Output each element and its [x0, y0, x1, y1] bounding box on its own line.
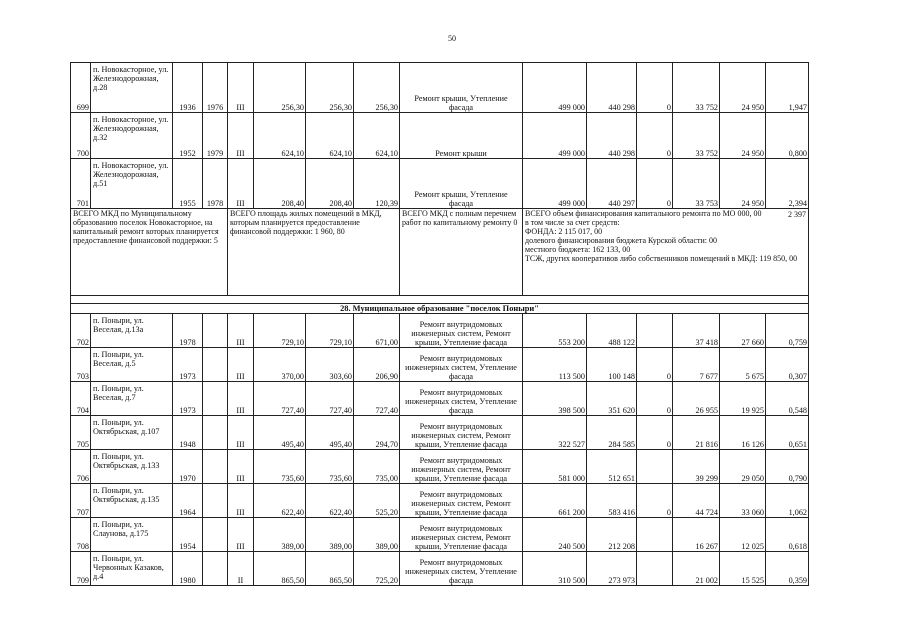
fund-cell: 351 620	[587, 382, 637, 416]
section-title: 28. Муниципальное образование "поселок Поныри"	[71, 304, 809, 314]
class-cell: III	[228, 348, 254, 382]
year-built-cell: 1954	[173, 518, 203, 552]
regional-cell	[637, 518, 673, 552]
owners-cell: 12 025	[720, 518, 766, 552]
year-built-cell: 1970	[173, 450, 203, 484]
table-row	[71, 159, 809, 209]
total-area-cell: 727,40	[254, 382, 306, 416]
fund-cell: 284 585	[587, 416, 637, 450]
work-type-cell: Ремонт внутридомовых инженерных систем, Утепление фасада	[400, 552, 523, 586]
work-type-cell: Ремонт внутридомовых инженерных систем, Ремонт крыши, Утепление фасада	[400, 484, 523, 518]
residential-area-cell: 256,30	[354, 63, 400, 113]
living-area-cell: 727,40	[306, 382, 354, 416]
living-area-cell: 624,10	[306, 113, 354, 159]
owners-cell: 5 675	[720, 348, 766, 382]
class-cell: II	[228, 552, 254, 586]
local-cell: 44 724	[673, 484, 720, 518]
class-cell: III	[228, 484, 254, 518]
residential-area-cell: 725,20	[354, 552, 400, 586]
year-built-cell: 1948	[173, 416, 203, 450]
owners-cell: 24 950	[720, 159, 766, 209]
total-area-cell: 729,10	[254, 314, 306, 348]
year-built-cell: 1964	[173, 484, 203, 518]
local-cell: 39 299	[673, 450, 720, 484]
year-renovated-cell	[203, 518, 228, 552]
address-cell: п. Новокасторное, ул. Железнодорожная, д.28	[91, 63, 173, 113]
row-number: 708	[71, 518, 91, 552]
unit-cost-cell: 0,548	[766, 382, 809, 416]
residential-area-cell: 671,00	[354, 314, 400, 348]
table-row	[71, 450, 809, 484]
row-number: 707	[71, 484, 91, 518]
total-area-cell: 495,40	[254, 416, 306, 450]
residential-area-cell: 525,20	[354, 484, 400, 518]
living-area-cell: 729,10	[306, 314, 354, 348]
total-area-cell: 256,30	[254, 63, 306, 113]
class-cell: III	[228, 159, 254, 209]
year-built-cell: 1973	[173, 348, 203, 382]
fund-cell: 488 122	[587, 314, 637, 348]
unit-cost-cell: 0,359	[766, 552, 809, 586]
total-cost-cell: 581 000	[523, 450, 587, 484]
address-cell: п. Поныри, ул. Октябрьская, д.133	[91, 450, 173, 484]
regional-cell: 0	[637, 348, 673, 382]
total-cost-cell: 240 500	[523, 518, 587, 552]
year-built-cell: 1952	[173, 113, 203, 159]
table-row	[71, 484, 809, 518]
owners-cell: 27 660	[720, 314, 766, 348]
total-area-cell: 208,40	[254, 159, 306, 209]
residential-area-cell: 120,39	[354, 159, 400, 209]
total-cost-cell: 310 500	[523, 552, 587, 586]
address-cell: п. Новокасторное, ул. Железнодорожная, д.51	[91, 159, 173, 209]
total-area-cell: 865,50	[254, 552, 306, 586]
unit-cost-cell: 0,759	[766, 314, 809, 348]
living-area-cell: 256,30	[306, 63, 354, 113]
local-cell: 33 752	[673, 63, 720, 113]
summary-fund: ФОНДА: 2 115 017, 00	[525, 227, 603, 236]
class-cell: III	[228, 416, 254, 450]
local-cell: 37 418	[673, 314, 720, 348]
total-cost-cell: 499 000	[523, 63, 587, 113]
table-row	[71, 348, 809, 382]
owners-cell: 16 126	[720, 416, 766, 450]
owners-cell: 19 925	[720, 382, 766, 416]
table-row	[71, 416, 809, 450]
class-cell: III	[228, 518, 254, 552]
work-type-cell: Ремонт внутридомовых инженерных систем, Ремонт крыши, Утепление фасада	[400, 416, 523, 450]
work-type-cell: Ремонт внутридомовых инженерных систем, Утепление фасада	[400, 382, 523, 416]
class-cell: III	[228, 63, 254, 113]
repair-program-table	[70, 62, 809, 586]
regional-cell: 0	[637, 113, 673, 159]
unit-cost-cell: 0,307	[766, 348, 809, 382]
table-row	[71, 113, 809, 159]
table-row	[71, 314, 809, 348]
row-number: 701	[71, 159, 91, 209]
address-cell: п. Новокасторное, ул. Железнодорожная, д.32	[91, 113, 173, 159]
residential-area-cell: 206,90	[354, 348, 400, 382]
summary-financing-label: в том числе за счет средств:	[525, 218, 620, 227]
total-area-cell: 624,10	[254, 113, 306, 159]
fund-cell: 583 416	[587, 484, 637, 518]
year-renovated-cell: 1979	[203, 113, 228, 159]
total-cost-cell: 113 500	[523, 348, 587, 382]
year-renovated-cell	[203, 314, 228, 348]
residential-area-cell: 294,70	[354, 416, 400, 450]
living-area-cell: 303,60	[306, 348, 354, 382]
class-cell: III	[228, 314, 254, 348]
fund-cell: 512 651	[587, 450, 637, 484]
unit-cost-cell: 2,394	[766, 159, 809, 209]
total-area-cell: 735,60	[254, 450, 306, 484]
local-cell: 16 267	[673, 518, 720, 552]
regional-cell: 0	[637, 159, 673, 209]
total-area-cell: 389,00	[254, 518, 306, 552]
local-cell: 7 677	[673, 348, 720, 382]
row-number: 705	[71, 416, 91, 450]
residential-area-cell: 735,00	[354, 450, 400, 484]
work-type-cell: Ремонт внутридомовых инженерных систем, Ремонт крыши, Утепление фасада	[400, 450, 523, 484]
table-row	[71, 552, 809, 586]
summary-regional: долевого финансирования бюджета Курской области: 00	[525, 236, 718, 245]
summary-full-repair: ВСЕГО МКД с полным перечнем работ по капитальному ремонту 0	[400, 209, 523, 296]
owners-cell: 15 525	[720, 552, 766, 586]
unit-cost-cell: 0,790	[766, 450, 809, 484]
fund-cell: 440 298	[587, 113, 637, 159]
local-cell: 33 753	[673, 159, 720, 209]
class-cell: III	[228, 450, 254, 484]
row-number: 699	[71, 63, 91, 113]
spacer-row	[71, 296, 809, 304]
row-number: 704	[71, 382, 91, 416]
work-type-cell: Ремонт крыши, Утепление фасада	[400, 63, 523, 113]
unit-cost-cell: 0,800	[766, 113, 809, 159]
total-cost-cell: 499 000	[523, 159, 587, 209]
regional-cell: 0	[637, 382, 673, 416]
total-cost-cell: 499 000	[523, 113, 587, 159]
work-type-cell: Ремонт крыши	[400, 113, 523, 159]
address-cell: п. Поныри, ул. Октябрьская, д.135	[91, 484, 173, 518]
work-type-cell: Ремонт крыши, Утепление фасада	[400, 159, 523, 209]
regional-cell	[637, 552, 673, 586]
residential-area-cell: 727,40	[354, 382, 400, 416]
total-area-cell: 622,40	[254, 484, 306, 518]
year-renovated-cell	[203, 450, 228, 484]
unit-cost-cell: 0,618	[766, 518, 809, 552]
fund-cell: 440 297	[587, 159, 637, 209]
owners-cell: 24 950	[720, 113, 766, 159]
table-row	[71, 382, 809, 416]
address-cell: п. Поныри, ул. Октябрьская, д.107	[91, 416, 173, 450]
summary-total-tail: 2 397	[788, 210, 806, 219]
year-renovated-cell	[203, 416, 228, 450]
fund-cell: 100 148	[587, 348, 637, 382]
class-cell: III	[228, 382, 254, 416]
section-header-row	[71, 304, 809, 314]
living-area-cell: 865,50	[306, 552, 354, 586]
summary-row	[71, 209, 809, 296]
unit-cost-cell: 1,947	[766, 63, 809, 113]
total-cost-cell: 322 527	[523, 416, 587, 450]
summary-financing	[523, 209, 809, 296]
year-built-cell: 1978	[173, 314, 203, 348]
summary-financing-total: ВСЕГО объем финансирования капитального ремонта по МО 000, 00	[525, 209, 762, 218]
total-cost-cell: 398 500	[523, 382, 587, 416]
living-area-cell: 495,40	[306, 416, 354, 450]
row-number: 706	[71, 450, 91, 484]
address-cell: п. Поныри, ул. Веселая, д.5	[91, 348, 173, 382]
year-built-cell: 1955	[173, 159, 203, 209]
address-cell: п. Поныри, ул. Червонных Казаков, д.4	[91, 552, 173, 586]
summary-mkd-count: ВСЕГО МКД по Муниципальному образованию поселок Новокасторное, на капитальный ремонт которых планируется предоставление финансовой поддержки: 5	[71, 209, 228, 296]
regional-cell: 0	[637, 484, 673, 518]
local-cell: 21 816	[673, 416, 720, 450]
work-type-cell: Ремонт внутридомовых инженерных систем, Ремонт крыши, Утепление фасада	[400, 314, 523, 348]
living-area-cell: 735,60	[306, 450, 354, 484]
summary-owners: ТСЖ, других кооперативов либо собственников помещений в МКД: 119 850, 00	[525, 254, 798, 263]
unit-cost-cell: 1,062	[766, 484, 809, 518]
address-cell: п. Поныри, ул. Веселая, д.13а	[91, 314, 173, 348]
unit-cost-cell: 0,651	[766, 416, 809, 450]
year-built-cell: 1936	[173, 63, 203, 113]
row-number: 703	[71, 348, 91, 382]
year-renovated-cell	[203, 382, 228, 416]
address-cell: п. Поныри, ул. Веселая, д.7	[91, 382, 173, 416]
year-renovated-cell	[203, 348, 228, 382]
summary-area: ВСЕГО площадь жилых помещений в МКД, которым планируется предоставление финансовой поддержки: 1 960, 80	[228, 209, 400, 296]
table-row	[71, 518, 809, 552]
residential-area-cell: 624,10	[354, 113, 400, 159]
residential-area-cell: 389,00	[354, 518, 400, 552]
table-row	[71, 63, 809, 113]
year-renovated-cell	[203, 552, 228, 586]
owners-cell: 24 950	[720, 63, 766, 113]
total-area-cell: 370,00	[254, 348, 306, 382]
total-cost-cell: 661 200	[523, 484, 587, 518]
row-number: 709	[71, 552, 91, 586]
living-area-cell: 389,00	[306, 518, 354, 552]
row-number: 702	[71, 314, 91, 348]
living-area-cell: 208,40	[306, 159, 354, 209]
local-cell: 26 955	[673, 382, 720, 416]
fund-cell: 440 298	[587, 63, 637, 113]
class-cell: III	[228, 113, 254, 159]
regional-cell	[637, 314, 673, 348]
regional-cell: 0	[637, 63, 673, 113]
row-number: 700	[71, 113, 91, 159]
year-renovated-cell: 1976	[203, 63, 228, 113]
summary-local: местного бюджета: 162 133, 00	[525, 245, 631, 254]
regional-cell: 0	[637, 416, 673, 450]
year-built-cell: 1980	[173, 552, 203, 586]
year-built-cell: 1973	[173, 382, 203, 416]
address-cell: п. Поныри, ул. Слаунова, д.175	[91, 518, 173, 552]
work-type-cell: Ремонт внутридомовых инженерных систем, Ремонт крыши, Утепление фасада	[400, 518, 523, 552]
local-cell: 21 002	[673, 552, 720, 586]
work-type-cell: Ремонт внутридомовых инженерных систем, Утепление фасада	[400, 348, 523, 382]
owners-cell: 33 060	[720, 484, 766, 518]
total-cost-cell: 553 200	[523, 314, 587, 348]
year-renovated-cell: 1978	[203, 159, 228, 209]
living-area-cell: 622,40	[306, 484, 354, 518]
page-number: 50	[448, 34, 456, 43]
fund-cell: 212 208	[587, 518, 637, 552]
regional-cell	[637, 450, 673, 484]
year-renovated-cell	[203, 484, 228, 518]
local-cell: 33 752	[673, 113, 720, 159]
fund-cell: 273 973	[587, 552, 637, 586]
owners-cell: 29 050	[720, 450, 766, 484]
